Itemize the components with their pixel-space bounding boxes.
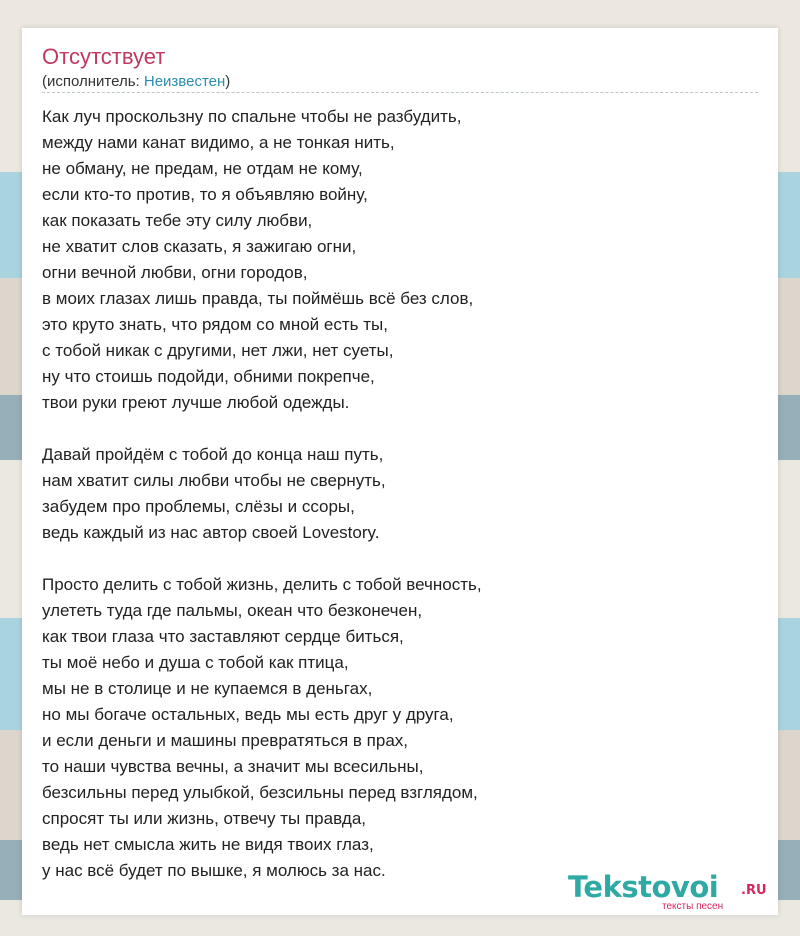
lyric-line: но мы богаче остальных, ведь мы есть друг у друга, xyxy=(42,705,454,724)
logo-wordmark: Tekstovoi xyxy=(568,870,719,904)
lyric-line: это круто знать, что рядом со мной есть ты, xyxy=(42,315,388,334)
lyric-line: ведь каждый из нас автор своей Lovestory. xyxy=(42,523,380,542)
lyric-line: ну что стоишь подойди, обними покрепче, xyxy=(42,367,375,386)
lyric-line: не обману, не предам, не отдам не кому, xyxy=(42,159,363,178)
verse-2 xyxy=(42,442,758,546)
lyric-line: улететь туда где пальмы, океан что безконечен, xyxy=(42,601,423,620)
lyric-line: забудем про проблемы, слёзы и ссоры, xyxy=(42,497,355,516)
artist-link[interactable]: Неизвестен xyxy=(143,73,226,90)
song-title: Отсутствует xyxy=(42,44,166,69)
lyric-line: ведь нет смысла жить не видя твоих глаз, xyxy=(42,835,374,854)
lyric-line: то наши чувства вечны, а значит мы всесильны, xyxy=(42,757,424,776)
lyric-line: Давай пройдём с тобой до конца наш путь, xyxy=(42,445,384,464)
lyric-line: огни вечной любви, огни городов, xyxy=(42,263,308,282)
lyric-line: у нас всё будет по вышке, я молюсь за нас. xyxy=(42,861,386,880)
artist-prefix: (исполнитель: xyxy=(42,73,144,90)
lyric-line: между нами канат видимо, а не тонкая нить, xyxy=(42,133,395,152)
verse-1 xyxy=(42,104,758,416)
lyric-line: нам хватит силы любви чтобы не свернуть, xyxy=(42,471,386,490)
lyric-line: твои руки греют лучше любой одежды. xyxy=(42,393,350,412)
verse-3 xyxy=(42,572,758,884)
lyrics-text xyxy=(42,104,758,910)
lyric-line: если кто-то против, то я объявляю войну, xyxy=(42,185,368,204)
lyric-line: безсильны перед улыбкой, безсильны перед взглядом, xyxy=(42,783,478,802)
lyric-line: с тобой никак с другими, нет лжи, нет суеты, xyxy=(42,341,394,360)
lyric-line: как твои глаза что заставляют сердце биться, xyxy=(42,627,404,646)
logo-tagline: тексты песен xyxy=(662,901,724,912)
logo-domain: .RU xyxy=(741,883,767,898)
artist-suffix: ) xyxy=(225,73,231,90)
lyric-line: не хватит слов сказать, я зажигаю огни, xyxy=(42,237,357,256)
divider xyxy=(42,92,758,93)
lyric-line: в моих глазах лишь правда, ты поймёшь всё без слов, xyxy=(42,289,474,308)
lyric-line: и если деньги и машины превратяться в прах, xyxy=(42,731,409,750)
lyric-line: как показать тебе эту силу любви, xyxy=(42,211,313,230)
lyric-line: ты моё небо и душа с тобой как птица, xyxy=(42,653,349,672)
lyric-line: спросят ты или жизнь, отвечу ты правда, xyxy=(42,809,367,828)
site-logo[interactable] xyxy=(568,870,778,914)
artist-line xyxy=(42,72,230,92)
lyric-line: Просто делить с тобой жизнь, делить с тобой вечность, xyxy=(42,575,482,594)
lyric-line: мы не в столице и не купаемся в деньгах, xyxy=(42,679,373,698)
lyric-line: Как луч проскользну по спальне чтобы не разбудить, xyxy=(42,107,462,126)
lyrics-card xyxy=(22,28,778,915)
